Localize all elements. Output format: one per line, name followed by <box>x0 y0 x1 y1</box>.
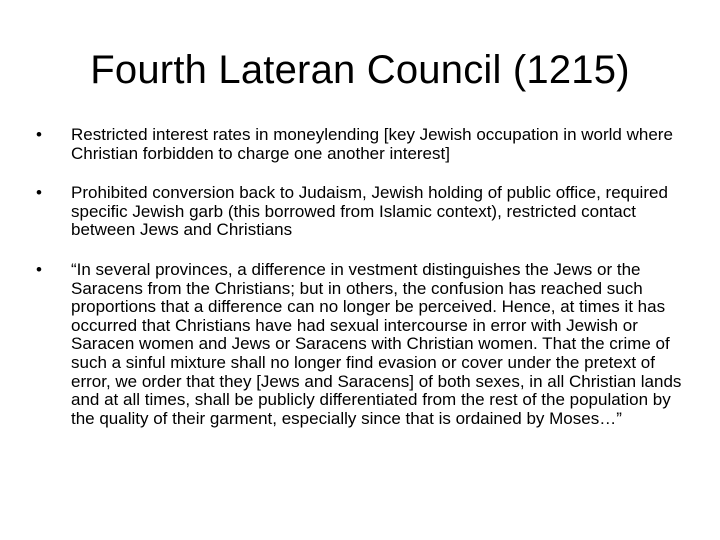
bullet-list <box>36 126 686 449</box>
bullet-marker-icon: • <box>36 259 42 279</box>
bullet-text: Prohibited conversion back to Judaism, Jewish holding of public office, required specific Jewish garb (this borrowed from Islamic context), restricted contact between Jews and Christians <box>71 183 668 240</box>
bullet-item-quotation <box>36 261 686 428</box>
bullet-item-prohibitions <box>36 184 686 240</box>
bullet-marker-icon: • <box>36 125 42 144</box>
bullet-text: “In several provinces, a difference in vestment distinguishes the Jews or the Saracens from the Christians; but in others, the confusion has reached such proportions that a difference can no longer be perceived. Hence, at times it has occurred that Christians have had sexual intercourse in error with Jewish or Saracen women and Jews or Saracens with Christian women. That the crime of such a sinful mixture shall no longer find evasion or cover under the pretext of error, we order that they [Jews and Saracens] of both sexes, in all Christian lands and at all times, shall be publicly differentiated from the rest of the population by the quality of their garment, especially since that is ordained by Moses…” <box>71 259 682 428</box>
bullet-item-moneylending <box>36 126 686 163</box>
bullet-text: Restricted interest rates in moneylending [key Jewish occupation in world where Christian forbidden to charge one another interest] <box>71 125 673 163</box>
bullet-marker-icon: • <box>36 183 42 203</box>
slide-title: Fourth Lateran Council (1215) <box>90 48 630 92</box>
